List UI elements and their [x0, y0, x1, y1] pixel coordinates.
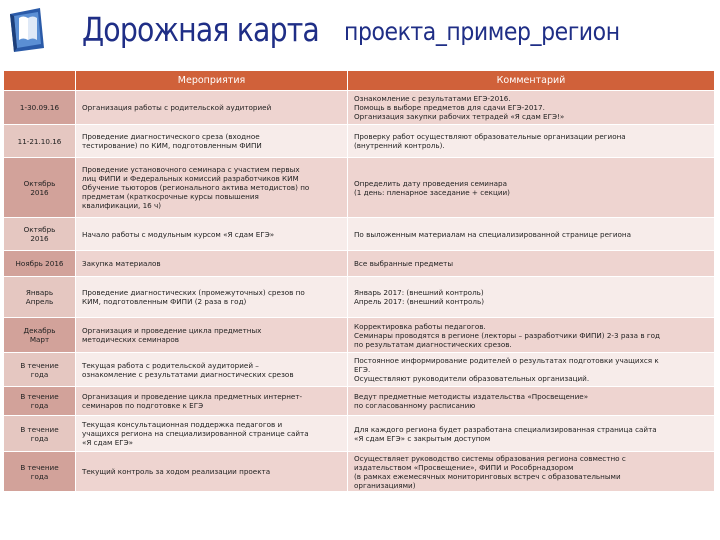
comment-cell — [348, 125, 715, 158]
comment-cell — [348, 353, 715, 387]
date-cell-line: Ноябрь 2016 — [15, 259, 64, 268]
date-cell-line: В течение — [20, 462, 59, 472]
comment-cell-line: Осуществляют руководители образовательных организаций. — [354, 374, 590, 383]
event-cell-line: семинаров по подготовке к ЕГЭ — [82, 401, 204, 410]
event-cell-line: Закупка материалов — [82, 259, 161, 268]
event-cell — [76, 91, 348, 125]
date-cell — [4, 125, 76, 158]
table-row — [4, 277, 715, 318]
date-cell-line: года — [30, 369, 49, 379]
date-cell-line: 11-21.10.16 — [17, 136, 62, 146]
comment-cell-line: по согласованному расписанию — [354, 401, 476, 410]
date-cell — [4, 251, 76, 277]
event-cell-line: Обучение тьюторов (регионального актива методистов) по — [82, 183, 310, 192]
date-cell — [4, 277, 76, 318]
date-cell — [4, 91, 76, 125]
page-title — [82, 10, 620, 49]
comment-cell-line: Помощь в выборе предметов для сдачи ЕГЭ-2017. — [354, 103, 545, 112]
table-row — [4, 353, 715, 387]
comment-cell-line: Постоянное информирование родителей о результатах подготовки учащихся к — [354, 356, 659, 365]
comment-cell-line: Ведут предметные методисты издательства «Просвещение» — [354, 392, 589, 401]
date-cell-line: Март — [29, 335, 50, 344]
comment-cell-line: Осуществляет руководство системы образования региона совместно с — [354, 453, 626, 463]
comment-cell-line: Организация закупки рабочих тетрадей «Я сдам ЕГЭ!» — [354, 112, 565, 121]
event-cell — [76, 318, 348, 353]
date-cell-line: 2016 — [30, 234, 49, 243]
date-cell-line: года — [30, 401, 49, 410]
date-cell-line: Октябрь — [23, 178, 56, 188]
comment-cell-line: Семинары проводятся в регионе (лекторы – разработчики ФИПИ) 2-3 раза в год — [354, 330, 660, 340]
date-cell-line: года — [30, 471, 49, 481]
event-cell — [76, 353, 348, 387]
date-cell — [4, 416, 76, 452]
event-cell-line: Проведение диагностических (промежуточных) срезов по — [82, 288, 305, 297]
header-cell-comment: Комментарий — [348, 71, 715, 91]
comment-cell — [348, 158, 715, 218]
table-row — [4, 125, 715, 158]
event-cell-line: тестирование) по КИМ, подготовленным ФИПИ — [82, 141, 262, 150]
comment-cell-line: Для каждого региона будет разработана специализированная страница сайта — [354, 424, 657, 434]
table-header-row — [4, 71, 715, 91]
comment-cell — [348, 218, 715, 251]
date-cell-line: В течение — [20, 424, 59, 434]
comment-cell-line: (в рамках ежемесячных мониторинговых встреч с образовательными — [354, 471, 621, 481]
comment-cell — [348, 277, 715, 318]
event-cell-line: ознакомление с результатами диагностических срезов — [82, 369, 294, 379]
date-cell-line: Октябрь — [23, 225, 56, 234]
comment-cell-line: Апрель 2017: (внешний контроль) — [354, 297, 484, 306]
comment-cell — [348, 91, 715, 125]
date-cell-line: 1-30.09.16 — [19, 103, 60, 112]
date-cell-line: года — [30, 433, 49, 443]
event-cell-line: «Я сдам ЕГЭ» — [82, 438, 134, 447]
event-cell-line: Текущий контроль за ходом реализации проекта — [82, 467, 271, 476]
event-cell — [76, 416, 348, 452]
comment-cell-line: ЕГЭ. — [354, 365, 371, 374]
table-row — [4, 251, 715, 277]
table-row — [4, 416, 715, 452]
event-cell-line: предметам (краткосрочные курсы повышения — [82, 192, 259, 201]
date-cell-line: 2016 — [30, 187, 49, 197]
roadmap-table — [3, 70, 715, 492]
comment-cell-line: «Я сдам ЕГЭ» с закрытым доступом — [354, 433, 491, 443]
date-cell — [4, 318, 76, 353]
comment-cell-line: по результатам диагностических срезов. — [354, 339, 512, 349]
comment-cell — [348, 251, 715, 277]
table-row — [4, 218, 715, 251]
header-cell-date — [4, 71, 76, 91]
event-cell-line: квалификации, 16 ч) — [82, 201, 162, 210]
date-cell — [4, 387, 76, 416]
event-cell-line: КИМ, подготовленным ФИПИ (2 раза в год) — [82, 297, 247, 306]
date-cell — [4, 218, 76, 251]
event-cell-line: учащихся региона на специализированной странице сайта — [82, 429, 309, 438]
event-cell-line: Проведение установочного семинара с участием первых — [82, 165, 300, 174]
comment-cell — [348, 416, 715, 452]
title-main: Дорожная карта — [82, 10, 319, 49]
event-cell-line: Начало работы с модульным курсом «Я сдам ЕГЭ» — [82, 229, 275, 239]
table-row — [4, 91, 715, 125]
comment-cell — [348, 387, 715, 416]
comment-cell — [348, 318, 715, 353]
event-cell-line: лиц ФИПИ и Федеральных комиссий разработчиков КИМ — [82, 174, 299, 183]
comment-cell-line: организациями) — [354, 480, 416, 490]
comment-cell-line: Проверку работ осуществляют образовательные организации региона — [354, 132, 626, 141]
date-cell-line: Январь — [25, 288, 54, 297]
table-row — [4, 318, 715, 353]
comment-cell — [348, 452, 715, 492]
table-row — [4, 158, 715, 218]
comment-cell-line: По выложенным материалам на специализированной странице региона — [354, 229, 631, 239]
event-cell — [76, 218, 348, 251]
title-sub: проекта_пример_регион — [344, 17, 620, 46]
event-cell — [76, 387, 348, 416]
comment-cell-line: Определить дату проведения семинара — [354, 178, 508, 188]
date-cell — [4, 452, 76, 492]
header-cell-events: Мероприятия — [76, 71, 348, 91]
event-cell-line: Организация и проведение цикла предметных интернет- — [82, 392, 303, 401]
date-cell-line: Декабрь — [23, 326, 56, 335]
event-cell — [76, 452, 348, 492]
comment-cell-line: (1 день: пленарное заседание + секции) — [354, 187, 510, 197]
event-cell-line: методических семинаров — [82, 335, 180, 344]
comment-cell-line: издательством «Просвещение», ФИПИ и Рособрнадзором — [354, 462, 574, 472]
comment-cell-line: (внутренний контроль). — [354, 141, 445, 150]
comment-cell-line: Ознакомление с результатами ЕГЭ-2016. — [354, 94, 511, 103]
event-cell — [76, 125, 348, 158]
table-row — [4, 452, 715, 492]
book-logo-icon — [6, 4, 48, 54]
date-cell-line: В течение — [20, 392, 59, 401]
event-cell — [76, 158, 348, 218]
slide-header — [0, 0, 720, 68]
event-cell-line: Проведение диагностического среза (входное — [82, 132, 260, 141]
table-row — [4, 387, 715, 416]
event-cell-line: Организация работы с родительской аудиторией — [82, 103, 272, 112]
date-cell — [4, 353, 76, 387]
comment-cell-line: Все выбранные предметы — [354, 259, 454, 268]
event-cell-line: Текущая консультационная поддержка педагогов и — [82, 420, 283, 429]
date-cell-line: В течение — [20, 360, 59, 370]
comment-cell-line: Январь 2017: (внешний контроль) — [354, 288, 484, 297]
event-cell — [76, 251, 348, 277]
event-cell-line: Организация и проведение цикла предметных — [82, 326, 262, 335]
date-cell-line: Апрель — [25, 297, 54, 306]
event-cell — [76, 277, 348, 318]
date-cell — [4, 158, 76, 218]
comment-cell-line: Корректировка работы педагогов. — [354, 321, 486, 331]
event-cell-line: Текущая работа с родительской аудиторией – — [82, 360, 259, 370]
